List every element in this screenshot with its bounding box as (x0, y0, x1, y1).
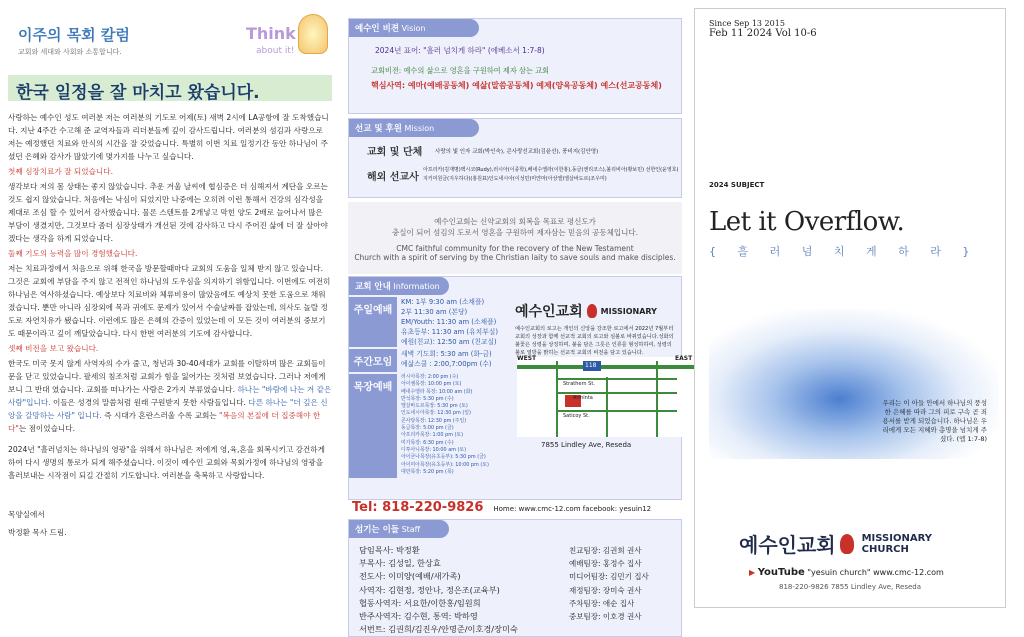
column-headline: 한국 일정을 잘 마치고 왔습니다. (8, 75, 332, 101)
homepage: Home: www.cmc-12.com facebook: yesuin12 (493, 505, 652, 513)
point-1-text: 생각보다 저의 몸 상태는 좋지 않았습니다. 추운 겨울 날씨에 협심증은 더 심해져서 계단을 오르는 것도 쉽지 않았습니다. 처음에는 낙심이 되었지만 나중에는 오히려 이런 통해서 건강의 심각성을 제대로 조심 할 수 있어서 감사했습니다. 물론 스텐트를 2개넣고 막힌 양도 2배로 늘어나서 많은 부담이 생겼지만, 그것보다 좀더 심장상태가 개선된 것에 감사하고 다시 주어진 삶에 더 잘 살아야 겠다는 생각을 하게 되었습니다. (8, 182, 328, 243)
sunday-times: KM: 1부 9:30 am (소채플) 2부 11:30 am (본당) EM/Youth: 11:30 am (소채플) 유초등부: 11:30 am (유치부실) 예원(친교): 12:50 am (친교실) (401, 298, 498, 346)
cell-times: 러시아목장: 2:00 pm (수) 아이엠목장: 10:00 pm (토) 베네수엘라 목장: 10:00 am (화) 반석목장: 5:30 pm (수) 엘살바도르목장: 5:30 pm (토) 인도네시아목장: 12:30 pm (일) 콘사랑목장: 12:30 pm (주일) 동글목장: 5:00 pm (금) 아프리카목장: 1:00 pm (토) 미가목장: 6:30 pm (수) 디투아니목장: 10:00 am (토) 아이굳나목장(유초등부): 5:30 pm (금) 아이미아목장(유초등부): 10:00 pm (토) 대만목장: 5:20 pm (목) (401, 374, 489, 475)
sunday-label: 주일예배 (349, 297, 397, 347)
statement-kr-2: 충실이 되어 섬김의 도로서 영혼을 구원하여 제자삼는 믿음의 공동체입니다. (391, 228, 639, 237)
subject-label: 2024 SUBJECT (709, 181, 765, 189)
statement (348, 202, 682, 274)
cover-kr-title: { 흘 러 넘 치 게 하 라 } (709, 245, 979, 258)
think-sub: about it! (256, 46, 295, 56)
year-motto: 2024년 표어: "흘러 넘치게 하라" (에베소서 1:7-8) (375, 46, 545, 55)
sign-name: 박정환 목사 드림. (8, 528, 67, 537)
church-logo: 예수인교회 MISSIONARY (515, 304, 657, 320)
staff-left: 담임목사: 박정환 부목사: 김성일, 한상효 전도사: 이미양(예배/새가족) 사역자: 김현정, 정안나, 정은조(교육부) 협동사역자: 서요한/이한홍/임원희 반주사역자: 김수현, 통역: 박하영 서번트: 김권희/김진우/안명준/이호경/장미숙 (359, 545, 518, 635)
overseas-label: 해외 선교사 (367, 171, 419, 183)
column-subtitle: 교회와 세대와 사회와 소통합니다. (18, 48, 122, 56)
point-2-text: 저는 치료과정에서 처음으로 위해 한국을 방문할때마다 교회의 도움을 일체 받지 않고 있습니다. 그것은 교회에 부담을 주지 않고 전적인 하나님의 도우심을 의지하기 위함입니다. 이번에도 여전히 하나님은 역사하셨습니다. 예상보다 치료비와 체류비용이 많았음에도 예상치 못한 도움으로 채워졌습니다. 뿐만 아니라 심장외에 목과 귀에도 문제가 있어서 수술날짜를 잡았는데, 의사도 놀랄 정도로 자연치유가 됐습니다. 이런에도 많은 은혜의 간증이 있었는데 이 모든 것이 여러분의 중보기도 때문이라고 깊이 깨달았습니다. 다시 한번 여러분의 기도에 감사합니다. (8, 264, 331, 338)
vision-box (348, 18, 682, 114)
location-map: WEST EAST 118 Strathern St. Arminta Saticoy St. (517, 357, 697, 437)
youtube-icon: ▶ (749, 568, 756, 577)
statement-en-2: Church with a spirit of serving by the Christian laity to save souls and make disciples. (354, 253, 676, 262)
info-panel (342, 0, 693, 635)
flame-icon (587, 304, 597, 318)
flame-icon (840, 534, 854, 554)
statement-kr-1: 예수인교회는 신약교회의 회복을 목표로 평신도가 (434, 217, 596, 226)
point-3-heading: 셋째 비전을 보고 왔습니다. (8, 344, 99, 353)
issue-date: Feb 11 2024 Vol 10-6 (709, 28, 817, 39)
lightbulb-icon (298, 14, 328, 54)
cover-panel (694, 8, 1006, 608)
think-label: Think (246, 24, 296, 43)
church-support-label: 교회 및 단체 (367, 147, 423, 158)
staff-right: 친교팀장: 김권희 권사 예배팀장: 홍정수 집사 미디어팀장: 김민기 집사 재정팀장: 장미숙 권사 주차팀장: 애순 집사 중보팀장: 이호경 권사 (569, 546, 649, 622)
cover-logo: 예수인교회 MISSIONARY CHURCH (739, 532, 932, 557)
overseas-text: 아프리카(김재명)멕시코(Rudy),러시아(이종학),베네수엘라(이한홍),동글(엔리코스),볼리비아(황보민) 선한인(윤영호)지키미원금(지우하다)(홍원표)인도네시아(이성민)미얀마(아상엘)엘살바도르(조우미) (423, 167, 679, 182)
column-title: 이주의 목회 칼럼 (18, 26, 130, 44)
mission-box (348, 118, 682, 198)
since-date: Since Sep 13 2015 (709, 19, 785, 28)
cell-label: 목장예배 (349, 374, 397, 478)
cover-verse: 우리는 이 아들 안에서 하나님의 풍성한 은혜를 따라 그의 피로 구속 곧 죄 용서를 받게 되었습니다. 하나님은 우리에게 모든 지혜와 총명을 넘치게 주셨다. (엡 1:7-8) (882, 399, 987, 443)
youtube-link[interactable]: ▶ YouTube "yesuin church" www.cmc-12.com (749, 567, 944, 578)
weekday-times: 새벽 기도회: 5:30 am (화-금) 예삶스쿨 : 2:00,7:00pm (수) (401, 350, 492, 368)
mission-header: 선교 및 후원 Mission (349, 119, 479, 137)
cover-title: Let it Overflow. (709, 207, 905, 237)
information-box (348, 276, 693, 500)
church-vision: 교회비젼: 예수의 삶으로 영혼을 구원하여 제자 삼는 교회 (371, 66, 550, 75)
logo-about: 예수인교회의 로고는 개인의 신앙을 강조한 로고에서 2022년 7월부터 교회의 성장과 함께 선교적 교회의 로고와 심볼로 바뀌었습니다.성화의 불꽃은 성령을 상징하며, 불을 담은 그릇은 인류를 형성하하여, 성령의 불로 열방을 밝히는 선교적 교회의 비전을 담고 있습니다. (515, 326, 674, 356)
contact-line (352, 500, 678, 515)
address: 7855 Lindley Ave, Reseda (541, 441, 632, 449)
church-support-text: 사랑의 빛 인자 교회(박인숙), 콘사랑선교회(김윤선), 풍비지(김안영) (435, 148, 599, 155)
point-3-text: 한국도 미국 못지 않게 사역자의 수가 줄고, 청년과 30-40세대가 교회를 이탈하며 많은 교회들이 문을 닫고 있었습니다. 팔세의 침조처럼 교회가 힘을 잃어가는 것처럼 보였습니다. 그러나 저에게 보니 그 반대 였습니다. 교회를 떠나가는 사람은 2가지 부류였습니다. 하나는 "바람에 나는 겨 같은 사람"입니다. 이들은 성경의 말씀처럼 원래 구원받지 못한 사람들입니다. 다른 하나는 "더 깊은 신앙을 갈망하는 사람" 입니다. 즉 시대가 혼란스러울 수록 교회는 "복음의 본질에 더 집중해야 한다"는 점이었습니다. (8, 359, 332, 433)
pastor-column (0, 0, 340, 622)
closing-paragraph: 2024년 "흘러넘치는 하나님의 영광"을 위해서 하나님은 저에게 영,육,혼을 회복시키고 강건하게 하여 다시 생명의 통로가 되게 해주셨습니다. 이것이 예수인 교회와 목회가정에 하나님의 영광을 흘러보내는 시작점이 되길 간절히 기도합니다. 여러분을 축복하고 사랑합니다. (8, 445, 325, 480)
sign-place: 목양실에서 (8, 510, 45, 519)
point-1-heading: 첫째 심장치료가 잘 되었습니다. (8, 167, 114, 176)
tel: Tel: 818-220-9826 (352, 500, 484, 515)
staff-box (348, 519, 682, 637)
info-header: 교회 안내 Information (349, 277, 449, 295)
staff-header: 섬기는 이들 Staff (349, 520, 449, 538)
point-2-heading: 둘째 기도의 능력을 많이 경험했습니다. (8, 249, 138, 258)
cover-footer: 818-220-9826 7855 Lindley Ave, Reseda (779, 583, 922, 591)
vision-header: 예수인 비젼 Vision (349, 19, 479, 37)
weekday-label: 주간모임 (349, 349, 397, 372)
statement-en-1: CMC faithful community for the recovery of the New Testament (396, 244, 634, 253)
core-ministry: 핵심사역: 예마(예배공동체) 예삶(말씀공동체) 예제(양육공동체) 예스(선교공동체) (371, 81, 662, 90)
intro-paragraph: 사랑하는 예수인 성도 여러분 저는 여러분의 기도로 어제(토) 새벽 2시에 LA공항에 잘 도착했습니다. 지난 4주간 수고해 준 교역자들과 리더분들께 깊이 감사드립니다. 여러분의 섬김과 사랑으로 저는 예정했던 치료와 안식의 시간을 잘 갖었습니다. 특별히 이번 치료 일정기간 동안 하나님이 주셨던 은혜와 감사가 많았기에 몇가지를 나누고 싶습니다. (8, 113, 329, 161)
